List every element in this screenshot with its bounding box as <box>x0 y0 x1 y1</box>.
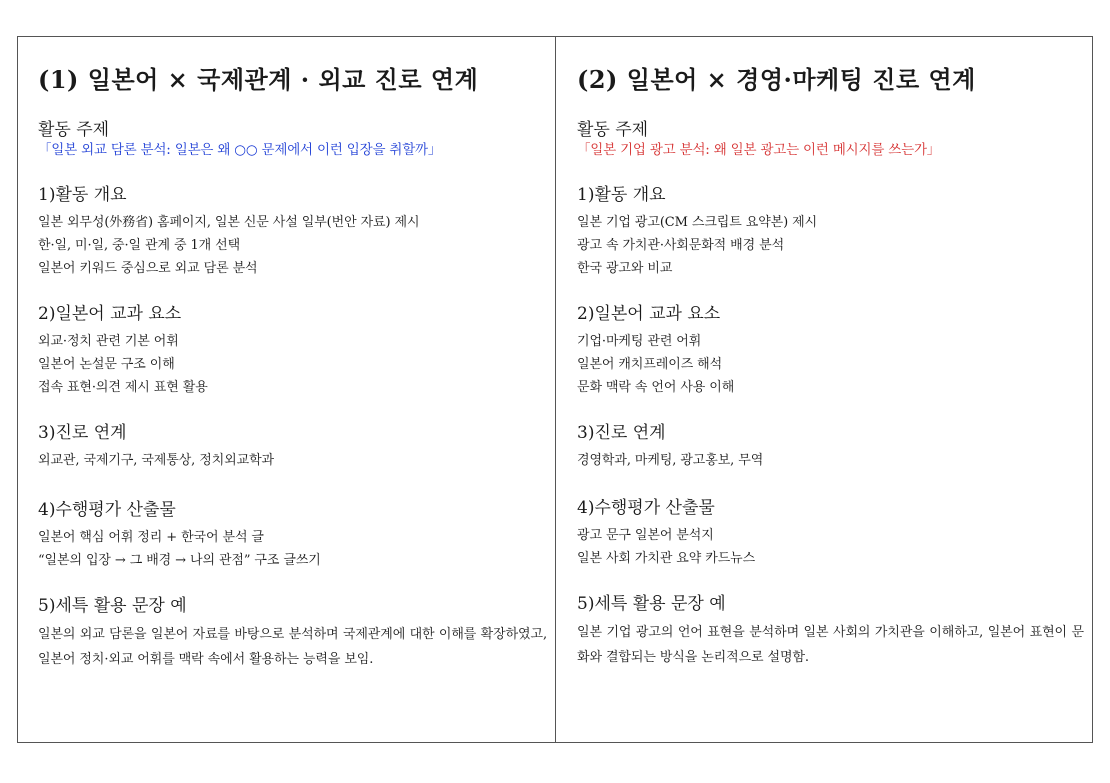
section-line: 경영학과, 마케팅, 광고홍보, 무역 <box>577 453 764 468</box>
left-section-example <box>38 594 547 672</box>
content-table <box>17 36 1093 743</box>
section-title: 2)일본어 교과 요소 <box>38 304 182 324</box>
left-section-career <box>38 421 547 472</box>
right-section-subject <box>577 302 1084 399</box>
section-title: 2)일본어 교과 요소 <box>577 304 721 324</box>
left-title: (1) 일본어 × 국제관계 · 외교 진로 연계 <box>38 65 479 94</box>
section-line: 일본 기업 광고(CM 스크립트 요약본) 제시 <box>577 215 818 230</box>
section-line: 한·일, 미·일, 중·일 관계 중 1개 선택 <box>38 238 241 253</box>
section-title: 1)활동 개요 <box>38 185 127 205</box>
section-line: 일본 사회 가치관 요약 카드뉴스 <box>577 551 756 566</box>
left-topic: 「일본 외교 담론 분석: 일본은 왜 ○○ 문제에서 이런 입장을 취할까」 <box>38 142 442 158</box>
section-paragraph: 일본의 외교 담론을 일본어 자료를 바탕으로 분석하며 국제관계에 대한 이해를 확장하였고, 일본어 정치·외교 어휘를 맥락 속에서 활용하는 능력을 보임. <box>38 627 547 667</box>
right-section-example <box>577 592 1084 670</box>
section-line: 광고 문구 일본어 분석지 <box>577 528 714 543</box>
section-line: 일본어 핵심 어휘 정리 + 한국어 분석 글 <box>38 530 264 545</box>
left-topic-label: 활동 주제 <box>38 120 110 140</box>
section-title: 5)세특 활용 문장 예 <box>577 594 726 614</box>
section-line: “일본의 입장 → 그 배경 → 나의 관점” 구조 글쓰기 <box>38 553 321 568</box>
left-section-subject <box>38 302 547 399</box>
section-paragraph: 일본 기업 광고의 언어 표현을 분석하며 일본 사회의 가치관을 이해하고, 일본어 표현이 문화와 결합되는 방식을 논리적으로 설명함. <box>577 625 1084 665</box>
left-section-overview <box>38 183 547 280</box>
section-title: 3)진로 연계 <box>577 423 666 443</box>
right-section-career <box>577 421 1084 472</box>
section-line: 외교·정치 관련 기본 어휘 <box>38 334 179 349</box>
right-column <box>556 37 1092 742</box>
section-line: 기업·마케팅 관련 어휘 <box>577 334 702 349</box>
section-title: 4)수행평가 산출물 <box>38 500 176 520</box>
section-line: 접속 표현·의견 제시 표현 활용 <box>38 380 208 395</box>
right-topic-label: 활동 주제 <box>577 120 649 140</box>
left-column <box>18 37 556 742</box>
right-section-output <box>577 496 1084 570</box>
section-line: 일본어 논설문 구조 이해 <box>38 357 175 372</box>
section-line: 광고 속 가치관·사회문화적 배경 분석 <box>577 238 785 253</box>
right-section-overview <box>577 183 1084 280</box>
section-title: 3)진로 연계 <box>38 423 127 443</box>
section-line: 한국 광고와 비교 <box>577 261 673 276</box>
section-line: 일본어 캐치프레이즈 해석 <box>577 357 723 372</box>
section-title: 5)세특 활용 문장 예 <box>38 596 187 616</box>
section-line: 일본 외무성(外務省) 홈페이지, 일본 신문 사설 일부(번안 자료) 제시 <box>38 215 420 230</box>
section-title: 4)수행평가 산출물 <box>577 498 715 518</box>
section-line: 외교관, 국제기구, 국제통상, 정치외교학과 <box>38 453 274 468</box>
right-topic: 「일본 기업 광고 분석: 왜 일본 광고는 이런 메시지를 쓰는가」 <box>577 142 941 158</box>
section-title: 1)활동 개요 <box>577 185 666 205</box>
section-line: 문화 맥락 속 언어 사용 이해 <box>577 380 735 395</box>
left-section-output <box>38 498 547 572</box>
section-line: 일본어 키워드 중심으로 외교 담론 분석 <box>38 261 258 276</box>
right-title: (2) 일본어 × 경영·마케팅 진로 연계 <box>577 65 976 94</box>
